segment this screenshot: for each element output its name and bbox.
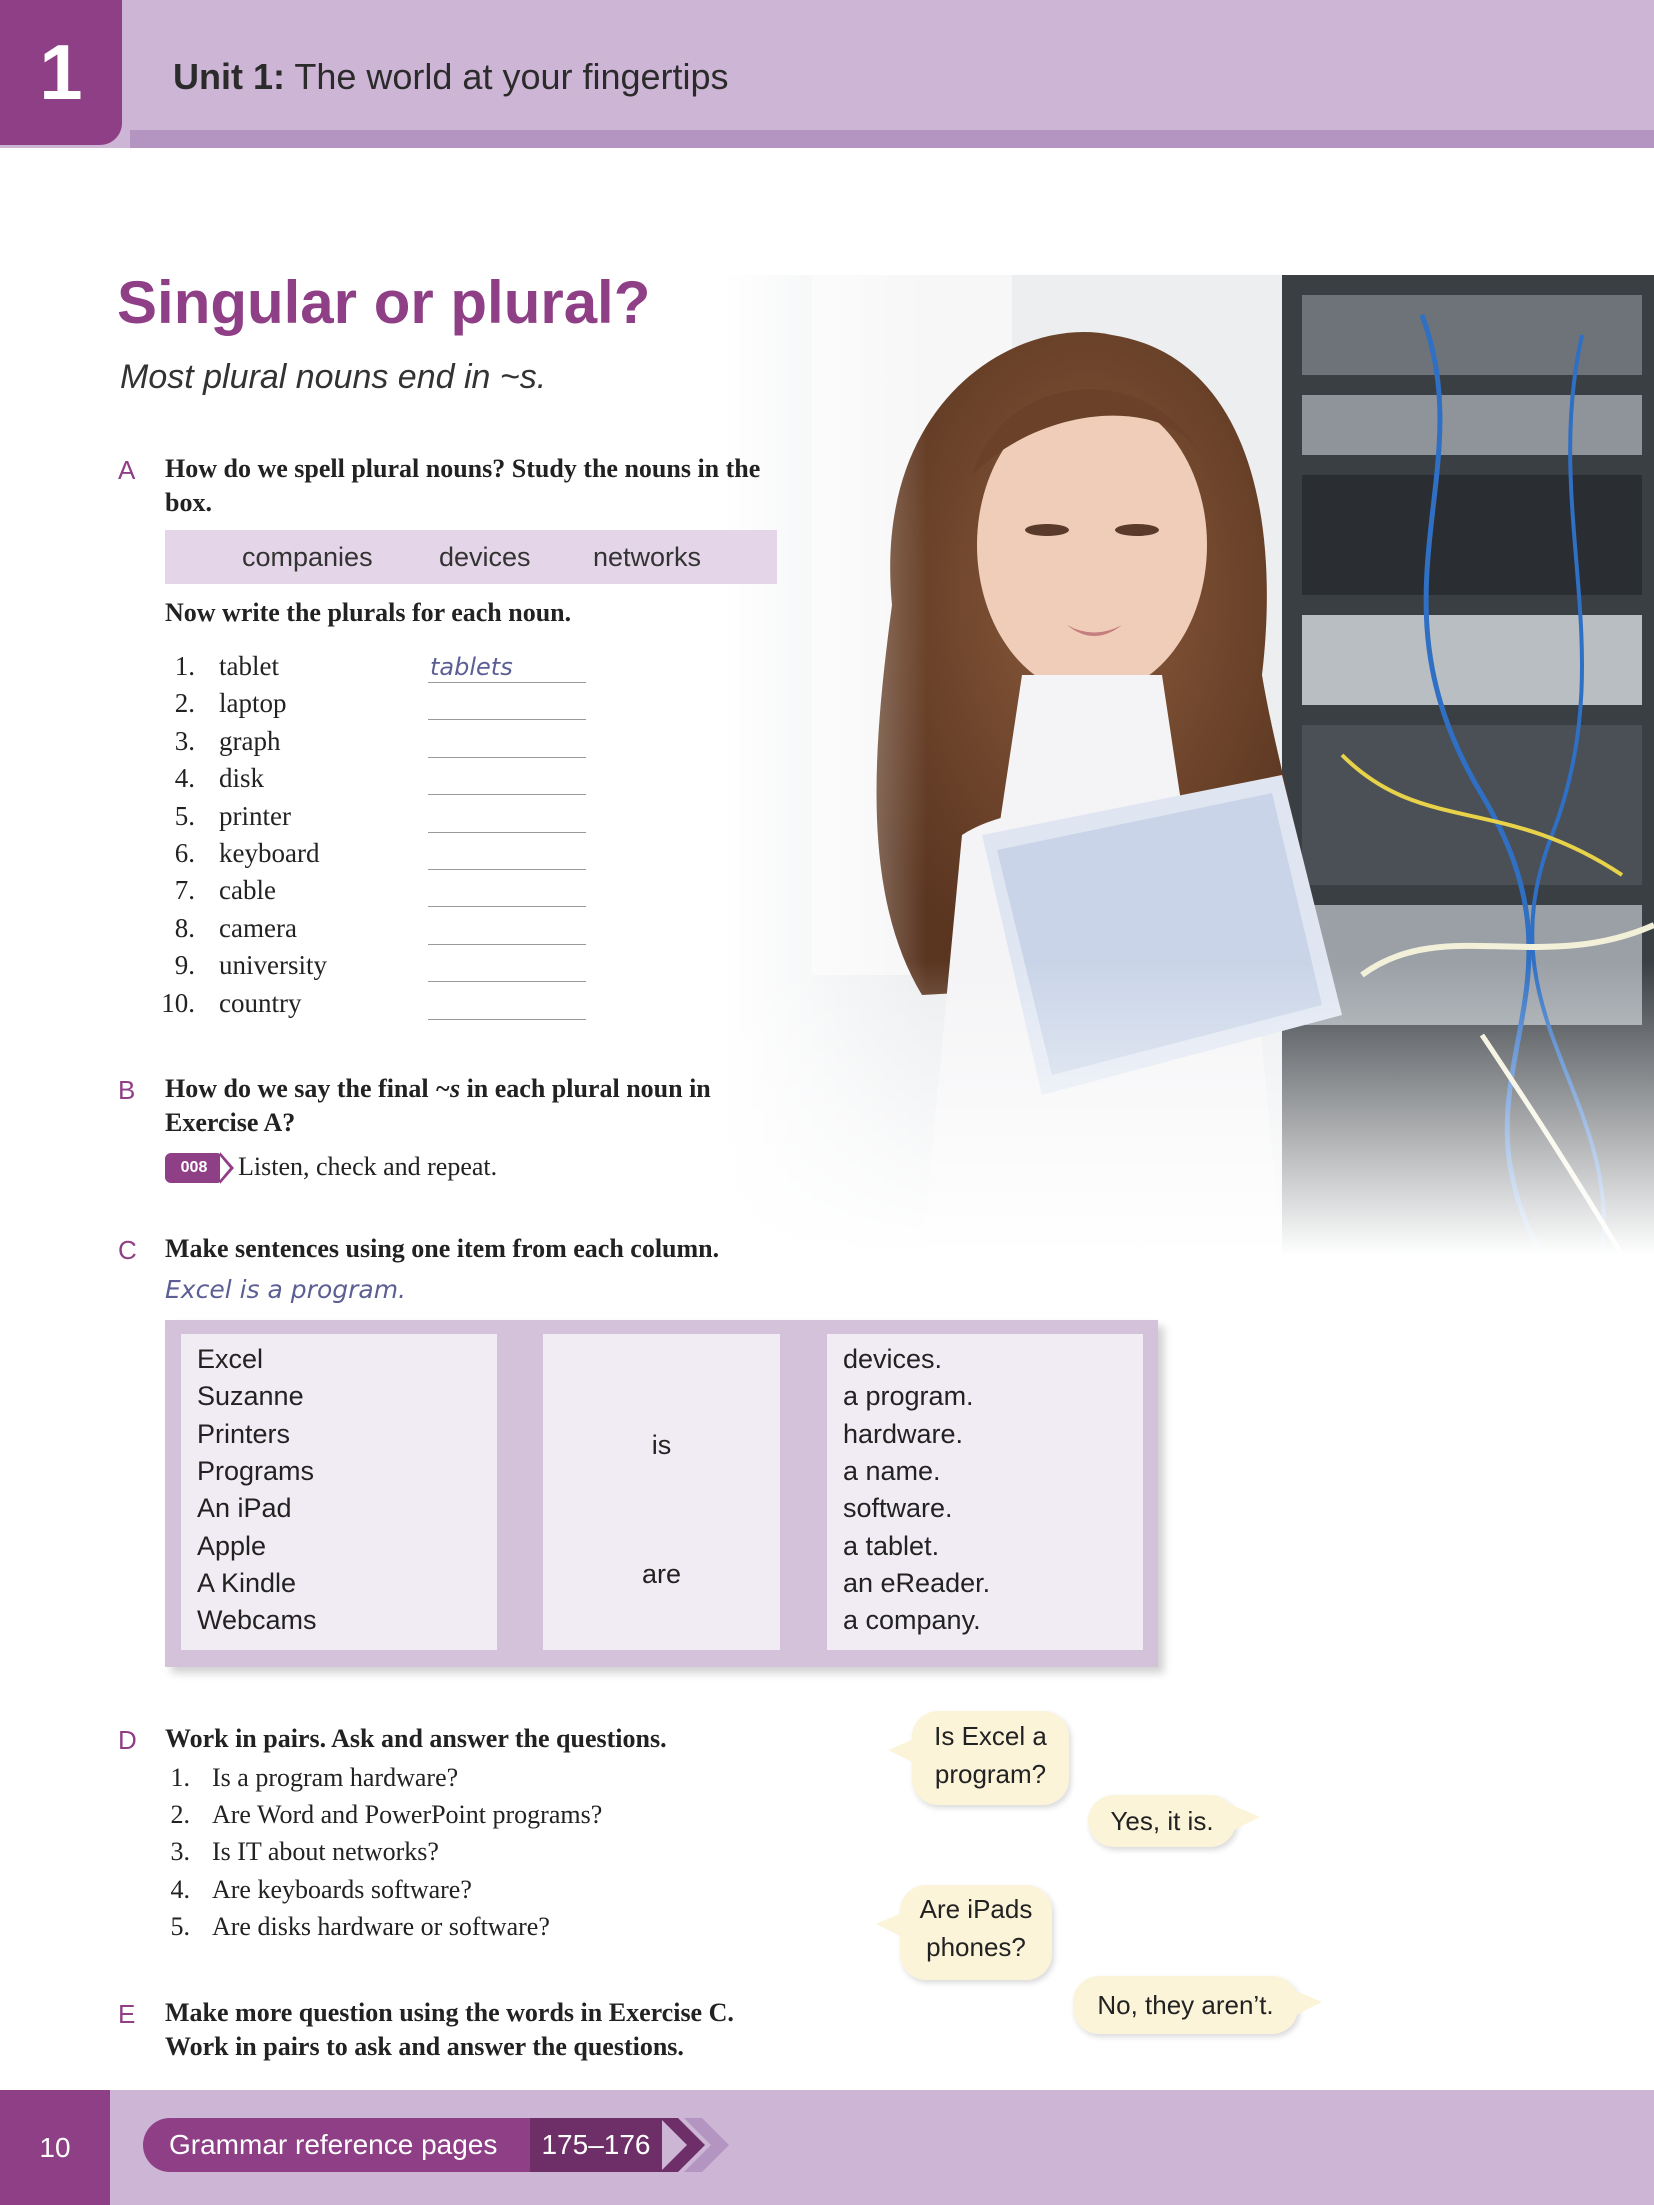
- subject-item: An iPad: [197, 1493, 292, 1524]
- exercise-b-instruction-pre: How do we say the final: [165, 1074, 436, 1103]
- complement-item: a company.: [843, 1605, 981, 1636]
- speech-bubble-question-1: [912, 1711, 1069, 1805]
- verb-column: [543, 1334, 780, 1650]
- exercise-c-letter: C: [118, 1235, 137, 1265]
- exercise-b-instruction: [165, 1072, 805, 1140]
- question-number: 5.: [170, 1911, 190, 1941]
- noun-word: camera: [219, 912, 297, 943]
- question-number: 3.: [170, 1837, 190, 1867]
- exercise-e-letter: E: [118, 1999, 136, 2029]
- answer-blank[interactable]: [428, 869, 586, 870]
- exercise-d-instruction: Work in pairs. Ask and answer the questions.: [165, 1724, 667, 1753]
- complement-item: a program.: [843, 1381, 974, 1412]
- noun-box-item: networks: [593, 542, 702, 572]
- audio-instruction: Listen, check and repeat.: [238, 1152, 498, 1181]
- exercise-b-letter: B: [118, 1075, 136, 1105]
- exercise-c-instruction: Make sentences using one item from each column.: [165, 1234, 720, 1263]
- noun-number: 5.: [174, 800, 195, 831]
- exercise-a-letter: A: [118, 455, 136, 485]
- exercise-d-letter: D: [118, 1725, 137, 1755]
- page-title: Singular or plural?: [117, 269, 651, 336]
- answer-blank[interactable]: [428, 944, 586, 945]
- exercise-c-example: Excel is a program.: [165, 1275, 407, 1304]
- noun-number: 9.: [174, 950, 195, 981]
- unit-label: Unit 1:: [173, 56, 285, 97]
- noun-word: laptop: [219, 688, 287, 719]
- unit-title-text: The world at your fingertips: [294, 56, 729, 97]
- subject-item: Printers: [197, 1418, 291, 1449]
- answer-blank[interactable]: [428, 1019, 586, 1020]
- noun-word: keyboard: [219, 838, 320, 868]
- bubble-tail: [1232, 1805, 1260, 1831]
- answer-blank[interactable]: [428, 757, 586, 758]
- grammar-reference-link[interactable]: [143, 2118, 533, 2172]
- noun-number: 6.: [174, 838, 195, 868]
- complement-column: [827, 1334, 1143, 1650]
- verb-item: are: [641, 1559, 682, 1589]
- complement-item: an eReader.: [843, 1567, 991, 1598]
- answer-blank[interactable]: [428, 981, 586, 982]
- bubble-text: No, they aren’t.: [1097, 1990, 1274, 2020]
- subject-item: Excel: [197, 1344, 264, 1374]
- page-number: 10: [39, 2131, 71, 2163]
- noun-number: 8.: [174, 912, 195, 943]
- noun-number: 10.: [161, 987, 195, 1018]
- bubble-tail: [888, 1738, 916, 1764]
- noun-word: tablet: [219, 651, 279, 681]
- question-text: Is a program hardware?: [212, 1763, 459, 1792]
- exercise-a-instruction-2: Now write the plurals for each noun.: [165, 598, 572, 627]
- bubble-tail: [876, 1912, 904, 1938]
- subject-item: Webcams: [197, 1605, 317, 1636]
- speech-bubble-answer-2: [1073, 1976, 1298, 2034]
- question-text: Are disks hardware or software?: [212, 1911, 550, 1941]
- speech-bubble-answer-1: [1088, 1795, 1236, 1847]
- complement-item: devices.: [843, 1344, 943, 1374]
- bubble-text: phones?: [926, 1932, 1026, 1962]
- answer-blank[interactable]: [428, 832, 586, 833]
- complement-item: hardware.: [843, 1418, 964, 1449]
- grammar-reference-label: Grammar reference pages: [169, 2129, 498, 2160]
- noun-number: 4.: [174, 763, 195, 794]
- noun-number: 2.: [174, 688, 195, 719]
- question-text: Are keyboards software?: [212, 1874, 472, 1904]
- noun-box-item: companies: [242, 542, 373, 572]
- subject-item: Suzanne: [197, 1381, 304, 1412]
- bubble-tail: [1294, 1990, 1322, 2016]
- answer-blank[interactable]: [428, 682, 586, 683]
- header-underline: [130, 130, 1654, 148]
- complement-item: a tablet.: [843, 1530, 940, 1561]
- noun-word: disk: [219, 763, 265, 794]
- audio-play-icon-inner: [220, 1156, 230, 1180]
- question-text: Is IT about networks?: [212, 1837, 439, 1867]
- noun-word: country: [219, 987, 302, 1018]
- subject-item: Apple: [197, 1530, 267, 1561]
- exercise-b-instruction-post: in each plural noun in Exercise A?: [165, 1074, 711, 1137]
- speech-bubble-question-2: [900, 1885, 1052, 1980]
- page-subtitle: Most plural nouns end in ~s.: [120, 358, 547, 396]
- page-number-box: [0, 2090, 110, 2205]
- complement-item: a name.: [843, 1455, 941, 1486]
- question-number: 2.: [170, 1800, 190, 1830]
- answer-blank[interactable]: [428, 719, 586, 720]
- chevron-right-icon: [660, 2118, 732, 2172]
- verb-item: is: [651, 1430, 672, 1460]
- noun-word: printer: [219, 800, 291, 831]
- subject-item: A Kindle: [197, 1567, 297, 1598]
- bubble-text: Is Excel a: [934, 1721, 1047, 1751]
- noun-number: 7.: [174, 875, 195, 906]
- noun-box: [165, 530, 777, 584]
- answer-blank[interactable]: [428, 906, 586, 907]
- handwritten-answer: tablets: [430, 653, 513, 681]
- unit-number: 1: [39, 28, 83, 116]
- noun-box-item: devices: [439, 542, 531, 572]
- noun-number: 3.: [174, 725, 195, 756]
- woman-with-tablet-photo: [722, 275, 1654, 1255]
- audio-track-number: 008: [180, 1159, 208, 1176]
- exercise-e-line: Make more question using the words in Exercise C.: [165, 1998, 734, 2027]
- audio-track-badge[interactable]: [165, 1153, 223, 1183]
- bubble-text: program?: [934, 1759, 1047, 1789]
- sentence-table: [165, 1320, 1158, 1667]
- question-number: 1.: [170, 1763, 190, 1792]
- unit-number-badge: [0, 0, 122, 145]
- answer-blank[interactable]: [428, 794, 586, 795]
- exercise-a-instruction: How do we spell plural nouns? Study the nouns in the box.: [165, 454, 761, 517]
- bubble-text: Are iPads: [919, 1894, 1033, 1924]
- noun-word: cable: [219, 875, 276, 906]
- bubble-text: Yes, it is.: [1110, 1806, 1214, 1836]
- complement-item: software.: [843, 1493, 953, 1524]
- exercise-e-line: Work in pairs to ask and answer the questions.: [165, 2032, 684, 2061]
- noun-number: 1.: [174, 651, 195, 681]
- grammar-reference-pages[interactable]: 175–176: [530, 2118, 662, 2172]
- noun-word: graph: [219, 725, 281, 756]
- subject-item: Programs: [197, 1455, 315, 1486]
- subject-column: [181, 1334, 497, 1650]
- noun-word: university: [219, 950, 327, 981]
- unit-title: [173, 56, 729, 98]
- exercise-e-instruction: [165, 1996, 865, 2064]
- question-number: 4.: [170, 1874, 190, 1904]
- exercise-b-instruction-em: ~s: [435, 1074, 461, 1103]
- question-text: Are Word and PowerPoint programs?: [212, 1800, 603, 1830]
